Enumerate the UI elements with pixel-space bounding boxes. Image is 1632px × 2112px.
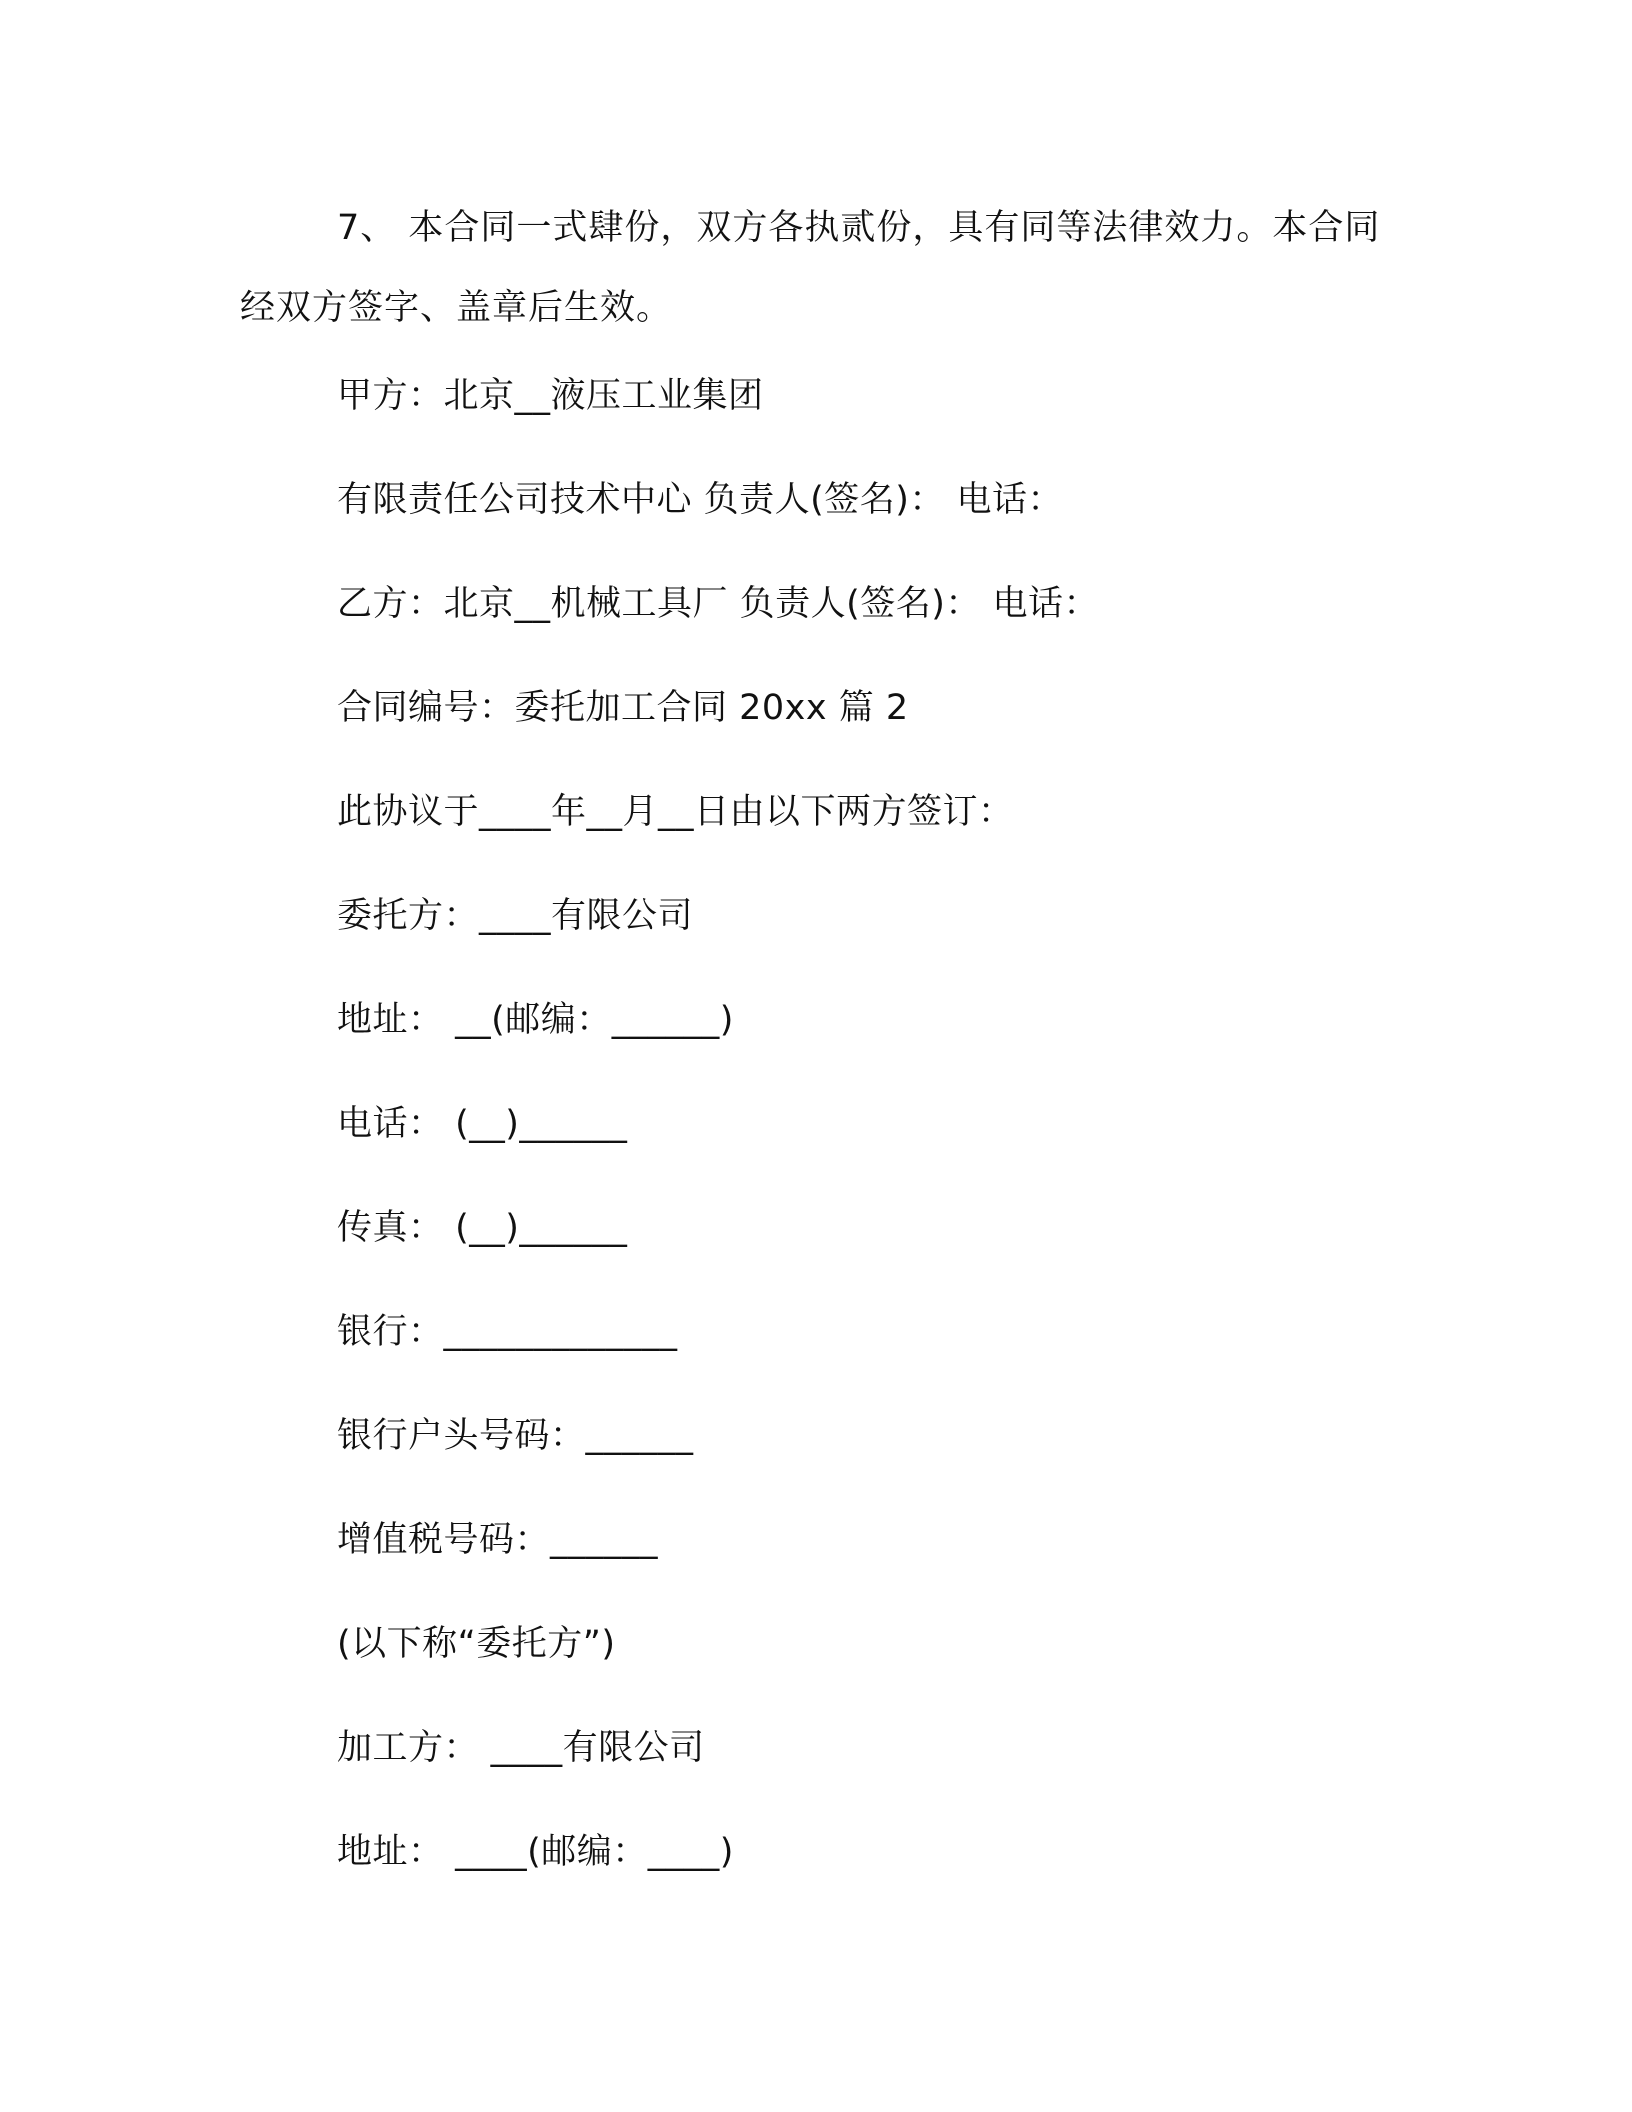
party-a-detail-line: 有限责任公司技术中心 负责人(签名)： 电话： [337,480,1064,520]
document-body [240,188,1390,1932]
clause-7-paragraph: 7、 本合同一式肆份，双方各执贰份，具有同等法律效力。本合同经双方签字、盖章后生效。 [240,208,1381,328]
client-alias-line: (以下称“委托方”) [337,1624,616,1664]
party-b-line: 乙方：北京__机械工具厂 负责人(签名)： 电话： [337,584,1100,624]
client-vat-line: 增值税号码：______ [337,1520,659,1560]
client-phone-line: 电话： (__)______ [337,1104,628,1144]
client-address-line: 地址： __(邮编：______) [337,1000,734,1040]
processor-address-line: 地址： ____(邮编：____) [337,1832,734,1872]
client-fax-line: 传真： (__)______ [337,1208,628,1248]
client-account-line: 银行户头号码：______ [337,1416,694,1456]
contract-number-line: 合同编号：委托加工合同 20xx 篇 2 [337,688,909,728]
processor-company-line: 加工方： ____有限公司 [337,1728,705,1768]
agreement-date-line: 此协议于____年__月__日由以下两方签订： [337,792,1014,832]
party-a-line: 甲方：北京__液压工业集团 [337,376,764,416]
client-company-line: 委托方：____有限公司 [337,896,694,936]
client-bank-line: 银行：_____________ [337,1312,678,1352]
